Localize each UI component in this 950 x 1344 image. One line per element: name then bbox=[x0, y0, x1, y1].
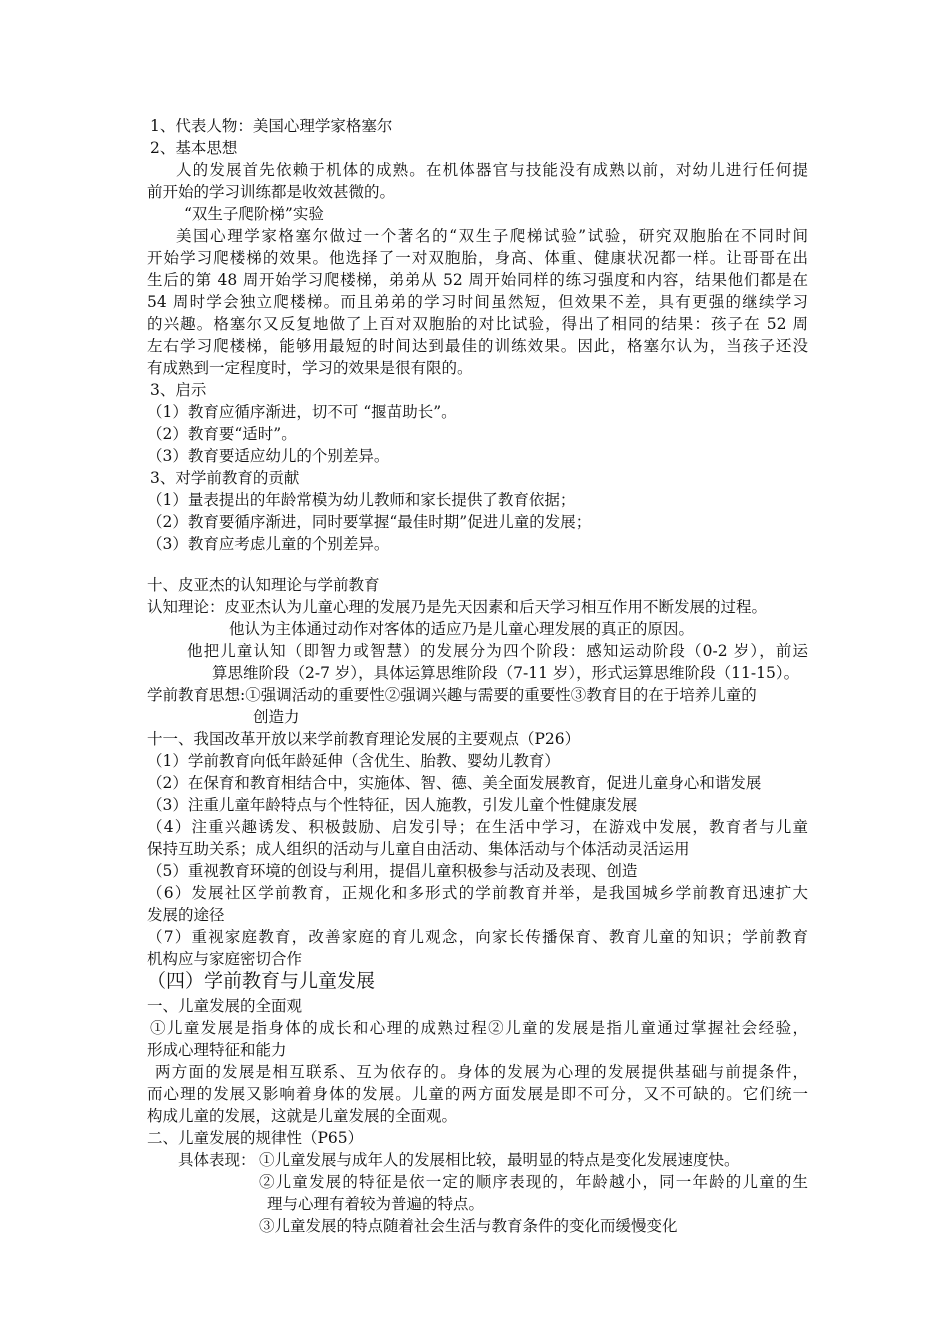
reform-line: （4）注重兴趣诱发、积极鼓励、启发引导；在生活中学习，在游戏中发展，教育者与儿童 bbox=[147, 818, 808, 836]
section4-heading: （四）学前教育与儿童发展 bbox=[147, 970, 376, 992]
piaget-theory-line: 算思维阶段（2-7 岁），具体运算思维阶段（7-11 岁），形式运算思维阶段（11-15）。 bbox=[212, 664, 800, 682]
reform-line: （5）重视教育环境的创设与利用，提倡儿童积极参与活动及表现、创造 bbox=[147, 862, 638, 880]
overall-line: ①儿童发展是指身体的成长和心理的成熟过程②儿童的发展是指儿童通过掌握社会经验， bbox=[150, 1019, 808, 1037]
enlight-item: （1）教育应循序渐进，切不可 “揠苗助长”。 bbox=[147, 403, 457, 421]
gesell-basic-line: 前开始的学习训练都是收效甚微的。 bbox=[147, 183, 396, 201]
reform-line: （7）重视家庭教育，改善家庭的育儿观念，向家长传播保育、教育儿童的知识；学前教育 bbox=[147, 928, 808, 946]
law-heading: 二、儿童发展的规律性（P65） bbox=[147, 1129, 364, 1147]
experiment-line: 生后的第 48 周开始学习爬楼梯，弟弟从 52 周开始同样的练习强度和内容，结果他们都是在 bbox=[147, 271, 808, 289]
overall-line: 形成心理特征和能力 bbox=[147, 1041, 287, 1059]
gesell-rep-line: 1、代表人物：美国心理学家格塞尔 bbox=[150, 117, 393, 135]
overall-line: 而心理的发展又影响着身体的发展。儿童的两方面发展是即不可分，又不可缺的。它们统一 bbox=[147, 1085, 808, 1103]
piaget-theory-line: 他认为主体通过动作对客体的适应乃是儿童心理发展的真正的原因。 bbox=[229, 620, 695, 638]
piaget-theory-line: 他把儿童认知（即智力或智慧）的发展分为四个阶段：感知运动阶段（0-2 岁），前运 bbox=[187, 642, 808, 660]
reform-line: （3）注重儿童年龄特点与个性特征，因人施教，引发儿童个性健康发展 bbox=[147, 796, 638, 814]
reform-line: 发展的途径 bbox=[147, 906, 225, 924]
experiment-line: 的兴趣。格塞尔又反复地做了上百对双胞胎的对比试验，得出了相同的结果：孩子在 52 周 bbox=[147, 315, 808, 333]
reform-line: （1）学前教育向低年龄延伸（含优生、胎教、婴幼儿教育） bbox=[147, 752, 560, 770]
piaget-edu-line: 学前教育思想:①强调活动的重要性②强调兴趣与需要的重要性③教育目的在于培养儿童的 bbox=[147, 686, 757, 704]
piaget-heading: 十、皮亚杰的认知理论与学前教育 bbox=[147, 576, 380, 594]
law-label: 具体表现： bbox=[178, 1151, 256, 1169]
law-line: ②儿童发展的特征是依一定的顺序表现的，年龄越小，同一年龄的儿童的生 bbox=[259, 1173, 808, 1191]
reform-line: 保持互助关系；成人组织的活动与儿童自由活动、集体活动与个体活动灵活运用 bbox=[147, 840, 690, 858]
gesell-basic-line: 人的发展首先依赖于机体的成熟。在机体器官与技能没有成熟以前，对幼儿进行任何提 bbox=[176, 161, 808, 179]
experiment-line: 54 周时学会独立爬楼梯。而且弟弟的学习时间虽然短，但效果不差，具有更强的继续学习 bbox=[147, 293, 808, 311]
experiment-line: 左右学习爬楼梯，能够用最短的时间达到最佳的训练效果。因此，格塞尔认为，当孩子还没 bbox=[147, 337, 808, 355]
overall-line: 两方面的发展是相互联系、互为依存的。身体的发展为心理的发展提供基础与前提条件， bbox=[155, 1063, 808, 1081]
reform-line: （6）发展社区学前教育，正规化和多形式的学前教育并举，是我国城乡学前教育迅速扩大 bbox=[147, 884, 808, 902]
reform-heading: 十一、我国改革开放以来学前教育理论发展的主要观点（P26） bbox=[147, 730, 581, 748]
overall-line: 构成儿童的发展，这就是儿童发展的全面观。 bbox=[147, 1107, 458, 1125]
gesell-basic-heading: 2、基本思想 bbox=[150, 139, 238, 157]
piaget-edu-line: 创造力 bbox=[253, 708, 300, 726]
experiment-line: 开始学习爬楼梯的效果。他选择了一对双胞胎，身高、体重、健康状况都一样。让哥哥在出 bbox=[147, 249, 808, 267]
contrib-item: （1）量表提出的年龄常模为幼儿教师和家长提供了教育依据； bbox=[147, 491, 576, 509]
contrib-heading: 3、对学前教育的贡献 bbox=[150, 469, 300, 487]
overall-heading: 一、儿童发展的全面观 bbox=[147, 997, 303, 1015]
experiment-title: “双生子爬阶梯”实验 bbox=[184, 205, 324, 223]
enlight-item: （2）教育要“适时”。 bbox=[147, 425, 297, 443]
enlight-item: （3）教育要适应幼儿的个别差异。 bbox=[147, 447, 390, 465]
reform-line: （2）在保育和教育相结合中，实施体、智、德、美全面发展教育，促进儿童身心和谐发展 bbox=[147, 774, 762, 792]
reform-line: 机构应与家庭密切合作 bbox=[147, 950, 303, 968]
piaget-theory-line: 认知理论：皮亚杰认为儿童心理的发展乃是先天因素和后天学习相互作用不断发展的过程。 bbox=[147, 598, 768, 616]
law-line: ③儿童发展的特点随着社会生活与教育条件的变化而缓慢变化 bbox=[259, 1217, 678, 1235]
contrib-item: （3）教育应考虑儿童的个别差异。 bbox=[147, 535, 390, 553]
law-line: ①儿童发展与成年人的发展相比较，最明显的特点是变化发展速度快。 bbox=[259, 1151, 740, 1169]
contrib-item: （2）教育要循序渐进，同时要掌握“最佳时期”促进儿童的发展； bbox=[147, 513, 592, 531]
experiment-line: 有成熟到一定程度时，学习的效果是很有限的。 bbox=[147, 359, 473, 377]
law-line: 理与心理有着较为普遍的特点。 bbox=[267, 1195, 485, 1213]
enlight-heading: 3、启示 bbox=[150, 381, 207, 399]
experiment-line: 美国心理学家格塞尔做过一个著名的“双生子爬梯试验”试验，研究双胞胎在不同时间 bbox=[176, 227, 808, 245]
